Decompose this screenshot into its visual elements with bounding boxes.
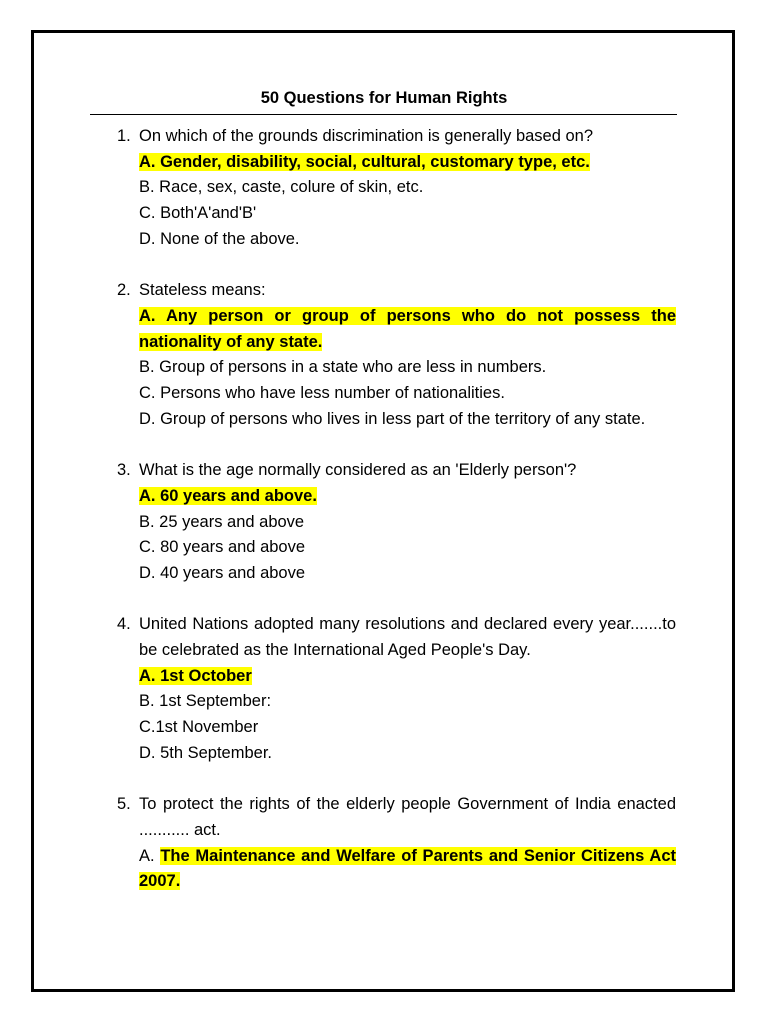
question-text: United Nations adopted many resolutions and declared every year.......to be celebrated as the International Aged People's Day. [139, 615, 676, 660]
question-number: 5. [117, 795, 131, 814]
answer-option: C. 80 years and above [139, 538, 306, 557]
question-number: 3. [117, 461, 131, 480]
answer-option-correct [139, 664, 676, 690]
question-number: 1. [117, 127, 131, 145]
question-number: 2. [117, 281, 131, 300]
question-5 [110, 792, 676, 895]
answer-option-correct [139, 150, 676, 176]
highlighted-answer: A. Gender, disability, social, cultural, customary type, etc. [139, 152, 590, 171]
question-3 [110, 458, 676, 587]
answer-option-correct [139, 484, 676, 510]
answer-option-correct [139, 304, 676, 355]
answer-option: C. Both'A'and'B' [139, 204, 257, 223]
question-list [110, 124, 676, 921]
answer-option: B. 1st September: [139, 692, 272, 711]
question-1 [110, 124, 676, 253]
answer-option: C. Persons who have less number of nationalities. [139, 384, 505, 403]
answer-option: C.1st November [139, 718, 259, 737]
title-underline [90, 114, 677, 115]
answer-option: D. 5th September. [139, 743, 272, 762]
answer-prefix: A. [139, 846, 161, 865]
question-number: 4. [117, 615, 131, 634]
answer-option-correct [139, 844, 676, 895]
highlighted-answer: A. 60 years and above. [139, 486, 317, 505]
highlighted-answer: The Maintenance and Welfare of Parents and Senior Citizens Act 2007. [139, 846, 676, 891]
answer-option: B. Group of persons in a state who are less in numbers. [139, 358, 547, 377]
document-title: 50 Questions for Human Rights [260, 89, 508, 107]
answer-option: B. 25 years and above [139, 512, 305, 531]
answer-option: D. Group of persons who lives in less part of the territory of any state. [139, 409, 646, 428]
question-4 [110, 612, 676, 766]
highlighted-answer: A. 1st October [139, 666, 252, 685]
question-text: What is the age normally considered as an 'Elderly person'? [139, 461, 577, 480]
answer-option: D. 40 years and above [139, 563, 306, 582]
answer-option: D. None of the above. [139, 229, 300, 248]
question-text: To protect the rights of the elderly people Government of India enacted ........... act. [139, 795, 676, 839]
question-text: On which of the grounds discrimination is generally based on? [139, 127, 594, 145]
highlighted-answer: A. Any person or group of persons who do not possess the nationality of any state. [139, 306, 676, 351]
question-2 [110, 278, 676, 432]
answer-option: B. Race, sex, caste, colure of skin, etc. [139, 178, 424, 197]
question-text: Stateless means: [139, 281, 266, 300]
